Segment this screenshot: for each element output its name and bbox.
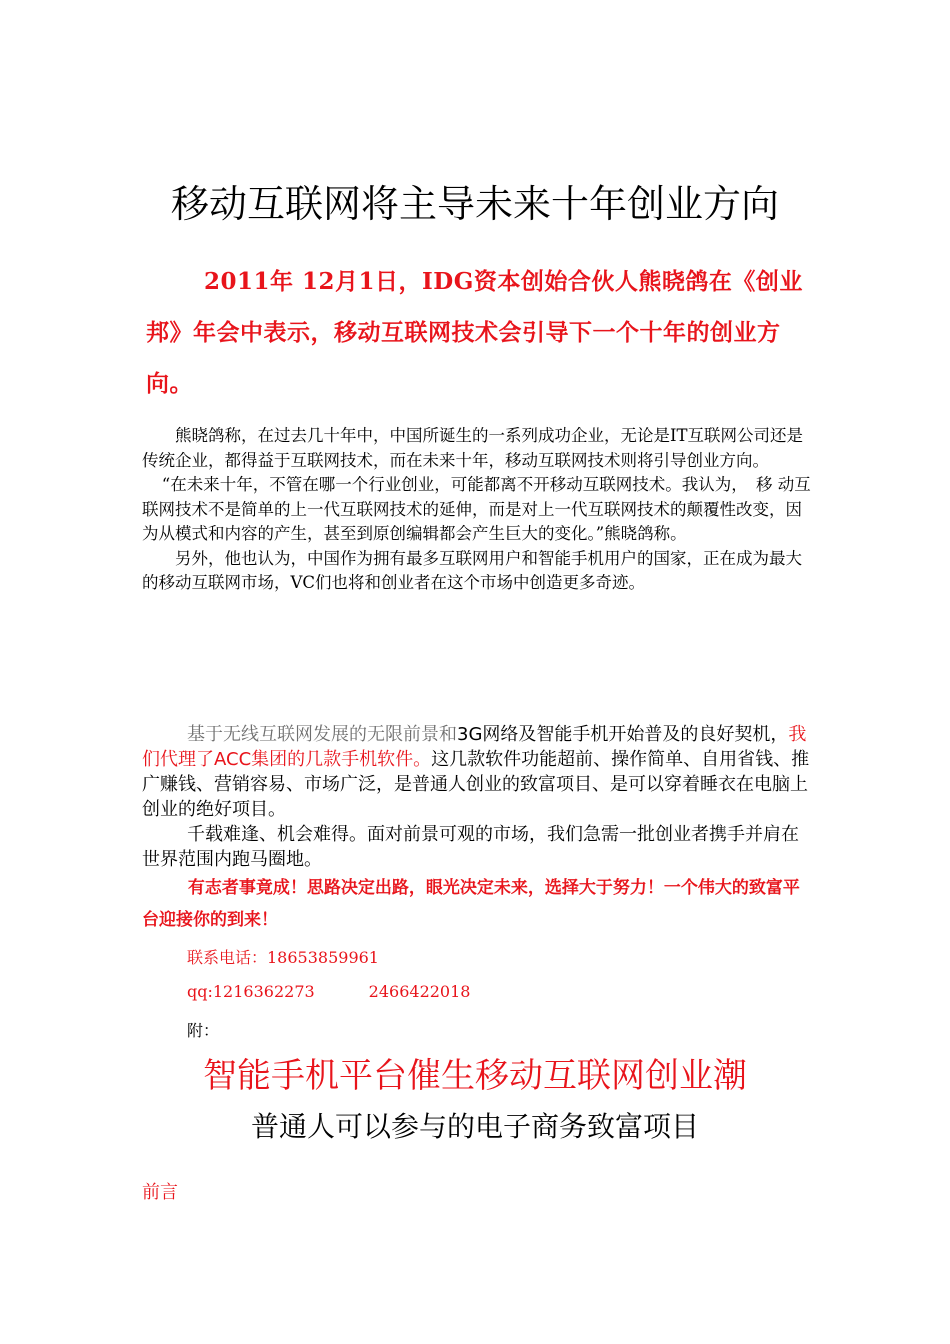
lead-paragraph [146,256,816,409]
preface-heading: 前言 [142,1182,178,1203]
document-title: 移动互联网将主导未来十年创业方向 [170,182,779,226]
article-paragraph-1: 熊晓鸽称，在过去几十年中，中国所诞生的一系列成功企业，无论是IT互联网公司还是传统企业，都得益于互联网技术，而在未来十年，移动互联网技术则将引导创业方向。 [142,426,804,470]
section-heading-red: 智能手机平台催生移动互联网创业潮 [203,1056,747,1096]
promo-body [142,722,814,872]
slogan-paragraph: 有志者事竟成！思路决定出路，眼光决定未来，选择大于努力！一个伟大的致富平台迎接你的到来！ [142,878,800,930]
promo-black-text-2: 这几款软件功能超前、操作简单、自用省钱、推广赚钱、营销容易、市场广泛，是普通人创业的致富项目、是可以穿着睡衣在电脑上创业的绝好项目。 [142,749,810,820]
promo-red-text: 我们代理了ACC集团的几款手机软件。 [142,724,807,770]
promo-paragraph-2: 千载难逢、机会难得。面对前景可观的市场，我们急需一批创业者携手并肩在世界范围内跑马圈地。 [142,824,799,870]
lead-text: 2011年 12月1日，IDG资本创始合伙人熊晓鸽在《创业邦》年会中表示，移动互联网技术会引导下一个十年的创业方向。 [146,268,803,397]
promo-paragraph-1 [142,722,814,822]
article-body [142,424,814,596]
contact-phone: 联系电话：18653859961 [187,948,379,967]
contact-qq-line [187,982,470,1001]
contact-qq-2: 2466422018 [368,982,471,1001]
article-paragraph-3: 另外，他也认为，中国作为拥有最多互联网用户和智能手机用户的国家，正在成为最大的移动互联网市场，VC们也将和创业者在这个市场中创造更多奇迹。 [142,548,802,592]
section-subheading: 普通人可以参与的电子商务致富项目 [250,1110,699,1143]
promo-gray-text: 基于无线互联网发展的无限前景和 [187,724,457,745]
article-paragraph-2: “在未来十年，不管在哪一个行业创业，可能都离不开移动互联网技术。我认为， 移 动互联网技术不是简单的上一代互联网技术的延伸，而是对上一代互联网技术的颠覆性改变，因为从模式和内容的产生，甚至到原创编辑都会产生巨大的变化。”熊晓鸽称。 [142,475,811,543]
attachment-label: 附： [187,1021,220,1040]
promo-black-text-1: 3G网络及智能手机开始普及的良好契机， [457,724,789,745]
contact-qq-1: qq:1216362273 [187,982,315,1001]
